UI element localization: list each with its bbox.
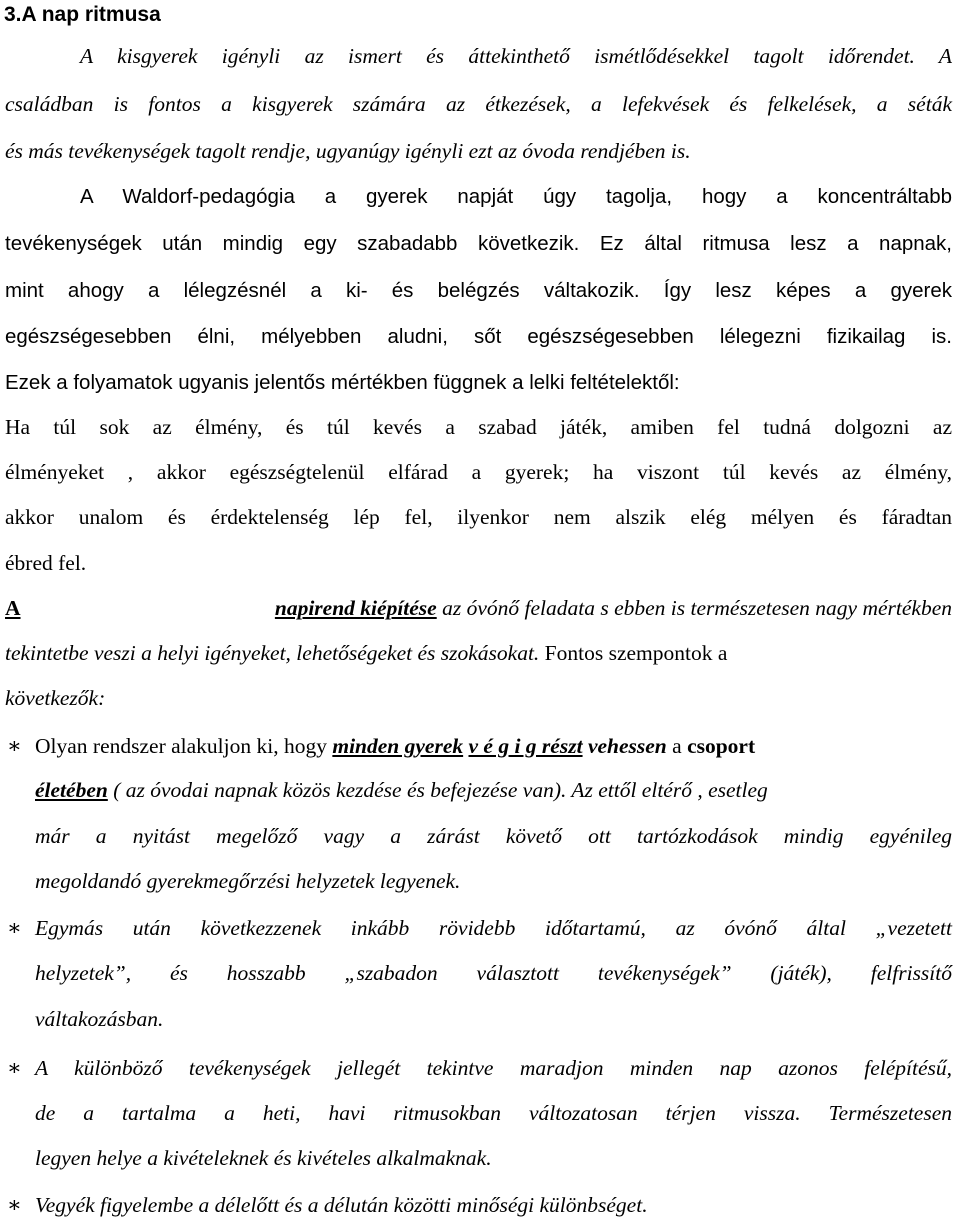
emphasis-text: életében (35, 778, 108, 802)
list-item-line: váltakozásban. (35, 1007, 164, 1031)
list-item-line: A különböző tevékenységek jellegét tekintve maradjon minden nap azonos felépítésű, (35, 1056, 952, 1080)
list-item-line: Vegyék figyelembe a délelőtt és a délután közötti minőségi különbséget. (35, 1193, 648, 1217)
paragraph-line (5, 594, 952, 622)
bullet-icon: ∗ (7, 733, 22, 758)
list-item-line: legyen helye a kivételeknek és kivételes alkalmaknak. (35, 1146, 492, 1170)
text-run: Olyan rendszer alakuljon ki, hogy (35, 734, 333, 758)
paragraph-line: családban is fontos a kisgyerek számára az étkezések, a lefekvések és felkelések, a séták (5, 92, 952, 116)
emphasis-text: csoport (687, 734, 756, 758)
emphasis-text: v é g i g részt (468, 734, 583, 758)
paragraph-line: akkor unalom és érdektelenség lép fel, ilyenkor nem alszik elég mélyen és fáradtan (5, 505, 952, 529)
emphasis-text: napirend kiépítése (274, 596, 437, 620)
bullet-icon: ∗ (7, 915, 22, 940)
paragraph-line: A Waldorf-pedagógia a gyerek napját úgy tagolja, hogy a koncentráltabb (80, 185, 952, 208)
emphasis-text: A (5, 596, 21, 620)
paragraph-line: és más tevékenységek tagolt rendje, ugyanúgy igényli ezt az óvoda rendjében is. (5, 139, 691, 163)
list-item-line: már a nyitást megelőző vagy a zárást követő ott tartózkodások mindig egyénileg (35, 824, 952, 848)
emphasis-text: minden gyerek (332, 734, 464, 758)
paragraph-line (5, 639, 727, 667)
text-run: az óvónő feladata s ebben is természetesen nagy mértékben (436, 596, 952, 620)
text-run: a (666, 734, 688, 758)
text-run: Az ettől eltérő , esetleg (566, 778, 768, 802)
paragraph-line: következők: (5, 686, 106, 710)
paragraph-line: Ezek a folyamatok ugyanis jelentős mértékben függnek a lelki feltételektől: (5, 371, 680, 394)
list-item-line: megoldandó gyerekmegőrzési helyzetek legyenek. (35, 869, 461, 893)
paragraph-line: ébred fel. (5, 551, 87, 575)
list-item-line: helyzetek”, és hosszabb „szabadon választott tevékenységek” (játék), felfrissítő (35, 961, 952, 985)
emphasis-text: vehessen (587, 734, 667, 758)
text-run: Fontos szempontok a (539, 641, 728, 665)
text-run: tekintetbe veszi a helyi igényeket, lehetőségeket és szokásokat. (5, 641, 540, 665)
list-item-line: de a tartalma a heti, havi ritmusokban változatosan térjen vissza. Természetesen (35, 1101, 952, 1125)
list-item-line (35, 732, 755, 760)
bullet-icon: ∗ (7, 1055, 22, 1080)
paragraph-line: tevékenységek után mindig egy szabadabb következik. Ez által ritmusa lesz a napnak, (5, 232, 952, 255)
section-heading: 3.A nap ritmusa (4, 3, 161, 26)
bullet-icon: ∗ (7, 1192, 22, 1217)
list-item-line (35, 776, 768, 804)
list-item-line: Egymás után következzenek inkább rövidebb időtartamú, az óvónő által „vezetett (35, 916, 952, 940)
paragraph-line: élményeket , akkor egészségtelenül elfárad a gyerek; ha viszont túl kevés az élmény, (5, 460, 952, 484)
paragraph-line: A kisgyerek igényli az ismert és áttekinthető ismétlődésekkel tagolt időrendet. A (80, 44, 952, 68)
paragraph-line: Ha túl sok az élmény, és túl kevés a szabad játék, amiben fel tudná dolgozni az (5, 415, 952, 439)
paragraph-line: egészségesebben élni, mélyebben aludni, sőt egészségesebben lélegezni fizikailag is. (5, 325, 952, 348)
paragraph-line: mint ahogy a lélegzésnél a ki- és belégzés váltakozik. Így lesz képes a gyerek (5, 279, 952, 302)
text-run: ( az óvodai napnak közös kezdése és befejezése van). (107, 778, 567, 802)
